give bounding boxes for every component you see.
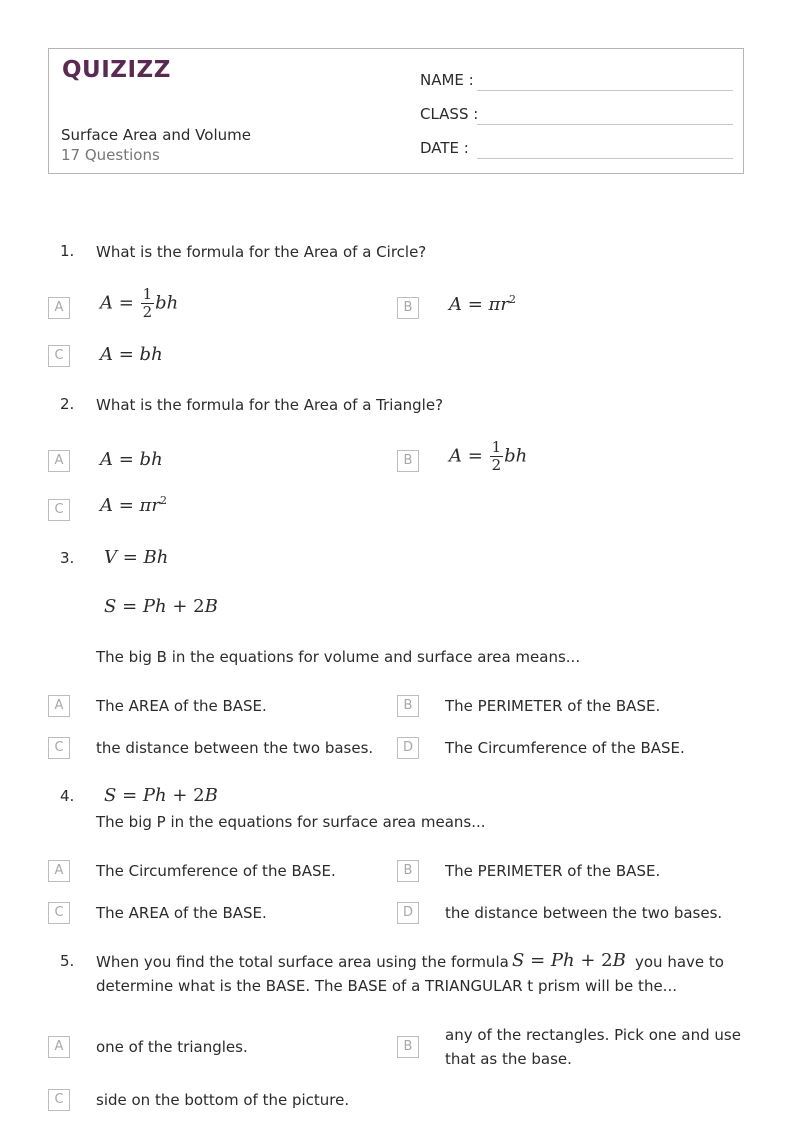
q1-option-c-math: A = bh — [100, 344, 163, 365]
q2-option-c-box[interactable]: C — [48, 499, 70, 521]
q4-option-b-text[interactable]: The PERIMETER of the BASE. — [445, 862, 661, 880]
question-4-text: The big P in the equations for surface area means... — [96, 813, 486, 831]
question-3-number: 3. — [60, 549, 75, 567]
q2-option-a-box[interactable]: A — [48, 450, 70, 472]
date-line — [477, 158, 733, 159]
q5-option-a-text[interactable]: one of the triangles. — [96, 1038, 248, 1056]
date-field[interactable] — [420, 135, 733, 159]
q5-option-c-box[interactable]: C — [48, 1089, 70, 1111]
name-field[interactable] — [420, 67, 733, 91]
q3-equation-surface: S = Ph + 2B — [104, 596, 218, 617]
q3-option-a-box[interactable]: A — [48, 695, 70, 717]
q4-option-d-text[interactable]: the distance between the two bases. — [445, 904, 723, 922]
date-label: DATE : — [420, 139, 469, 157]
class-field[interactable] — [420, 101, 733, 125]
q2-option-b-math: A = $\frac{1}{2}$ bh — [449, 438, 528, 474]
question-5-text-after: you have to — [635, 953, 724, 971]
q2-option-b-box[interactable]: B — [397, 450, 419, 472]
q4-option-b-box[interactable]: B — [397, 860, 419, 882]
q5-option-b-text-line2[interactable]: that as the base. — [445, 1050, 572, 1068]
q3-option-a-text[interactable]: The AREA of the BASE. — [96, 697, 267, 715]
name-label: NAME : — [420, 71, 474, 89]
question-3-text: The big B in the equations for volume and surface area means... — [96, 648, 581, 666]
worksheet-title: Surface Area and Volume — [61, 126, 251, 144]
q3-option-b-text[interactable]: The PERIMETER of the BASE. — [445, 697, 661, 715]
question-2-text: What is the formula for the Area of a Triangle? — [96, 396, 444, 414]
q4-option-a-text[interactable]: The Circumference of the BASE. — [96, 862, 336, 880]
q2-option-a-math: A = bh — [100, 449, 163, 470]
q3-option-c-box[interactable]: C — [48, 737, 70, 759]
name-line — [477, 90, 733, 91]
question-5-text-before: When you find the total surface area using the formula — [96, 953, 509, 971]
q5-option-c-text[interactable]: side on the bottom of the picture. — [96, 1091, 350, 1109]
q4-equation-surface: S = Ph + 2B — [104, 785, 218, 806]
q4-option-a-box[interactable]: A — [48, 860, 70, 882]
question-1-number: 1. — [60, 242, 75, 260]
q1-option-a-box[interactable]: A — [48, 297, 70, 319]
worksheet-header — [48, 48, 744, 174]
q1-option-a-math: A = $\frac{1}{2}$ bh — [100, 285, 179, 321]
quizizz-logo: QUIZIZZ — [62, 57, 171, 83]
q5-equation-surface: S = Ph + 2B — [512, 950, 626, 971]
q3-option-d-text[interactable]: The Circumference of the BASE. — [445, 739, 685, 757]
q5-option-b-box[interactable]: B — [397, 1036, 419, 1058]
question-1-text: What is the formula for the Area of a Circle? — [96, 243, 427, 261]
q1-option-b-box[interactable]: B — [397, 297, 419, 319]
q3-option-d-box[interactable]: D — [397, 737, 419, 759]
question-5-number: 5. — [60, 952, 75, 970]
q5-option-b-text-line1[interactable]: any of the rectangles. Pick one and use — [445, 1026, 741, 1044]
q5-option-a-box[interactable]: A — [48, 1036, 70, 1058]
q3-option-c-text[interactable]: the distance between the two bases. — [96, 739, 374, 757]
question-5-text-line2: determine what is the BASE. The BASE of a TRIANGULAR t prism will be the... — [96, 977, 677, 995]
q2-option-c-math: $A = \pi r^2$ — [100, 494, 167, 516]
class-label: CLASS : — [420, 105, 479, 123]
q4-option-c-box[interactable]: C — [48, 902, 70, 924]
class-line — [477, 124, 733, 125]
q3-equation-volume: V = Bh — [104, 547, 169, 568]
q1-option-b-math: $A = \pi r^2$ — [449, 293, 516, 315]
q4-option-c-text[interactable]: The AREA of the BASE. — [96, 904, 267, 922]
question-count: 17 Questions — [61, 146, 160, 164]
q3-option-b-box[interactable]: B — [397, 695, 419, 717]
question-4-number: 4. — [60, 787, 75, 805]
q4-option-d-box[interactable]: D — [397, 902, 419, 924]
q1-option-c-box[interactable]: C — [48, 345, 70, 367]
question-2-number: 2. — [60, 395, 75, 413]
